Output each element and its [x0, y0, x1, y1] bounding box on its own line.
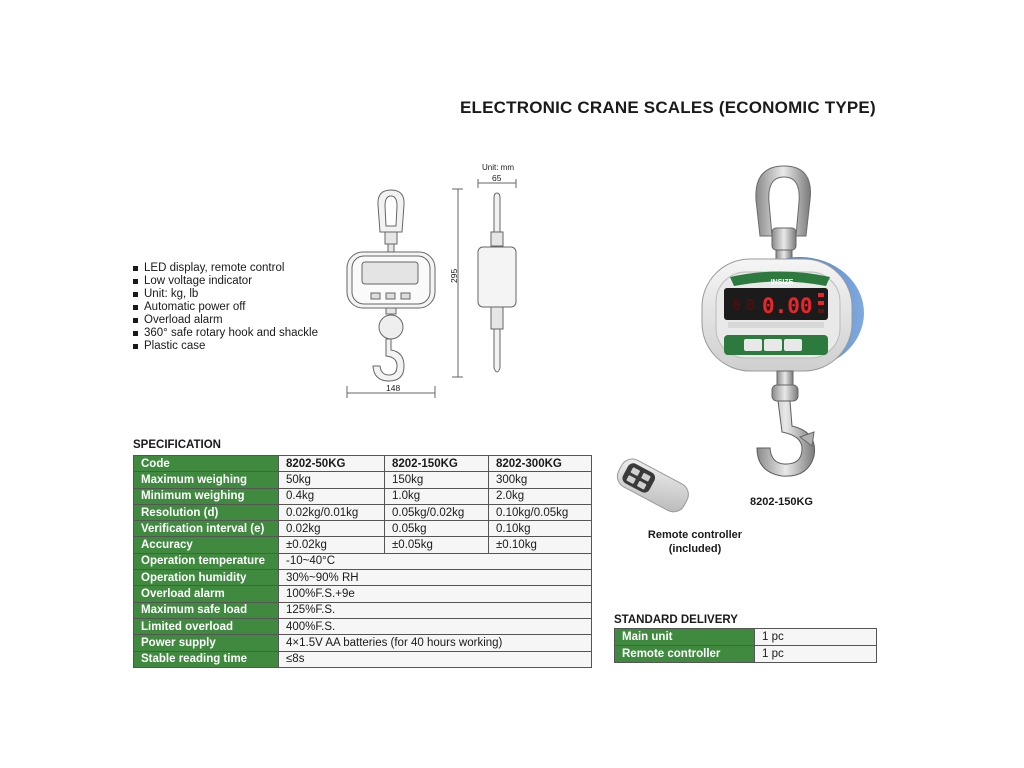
- dimension-width: 148: [386, 383, 401, 393]
- unit-label: Unit: mm: [482, 163, 514, 172]
- table-row: [134, 472, 592, 488]
- table-row: [134, 602, 592, 618]
- table-cell: 4×1.5V AA batteries (for 40 hours working): [279, 635, 592, 651]
- row-label: Limited overload: [134, 618, 279, 634]
- table-header-row: [134, 456, 592, 472]
- spec-title: SPECIFICATION: [133, 439, 221, 451]
- row-label: Stable reading time: [134, 651, 279, 667]
- table-header: 8202-50KG: [279, 456, 385, 472]
- table-header: Code: [134, 456, 279, 472]
- feature-item: Unit: kg, lb: [132, 288, 318, 301]
- table-cell: 100%F.S.+9e: [279, 586, 592, 602]
- zero-button: [744, 339, 762, 351]
- table-cell: 0.05kg: [385, 521, 489, 537]
- row-label: Resolution (d): [134, 504, 279, 520]
- off-button: [784, 339, 802, 351]
- table-cell: 125%F.S.: [279, 602, 592, 618]
- delivery-table: [614, 628, 877, 663]
- table-row: [134, 635, 592, 651]
- table-cell: 300kg: [489, 472, 592, 488]
- table-cell: 1 pc: [755, 646, 877, 663]
- table-header: 8202-300KG: [489, 456, 592, 472]
- led-digit: 8: [746, 296, 756, 314]
- dimension-height: 295: [449, 268, 459, 283]
- feature-item: LED display, remote control: [132, 262, 318, 275]
- remote-caption-line: Remote controller: [647, 529, 743, 541]
- unit-button: [764, 339, 782, 351]
- led-reading: 0.00: [762, 294, 813, 318]
- feature-item: Automatic power off: [132, 301, 318, 314]
- table-header: 8202-150KG: [385, 456, 489, 472]
- table-cell: 0.05kg/0.02kg: [385, 504, 489, 520]
- table-row: [134, 586, 592, 602]
- shackle: [756, 166, 811, 236]
- row-label: Accuracy: [134, 537, 279, 553]
- brand-logo: INSIZE: [770, 279, 794, 286]
- delivery-title: STANDARD DELIVERY: [614, 614, 738, 626]
- table-row: [134, 537, 592, 553]
- remote-controller: [613, 455, 692, 516]
- remote-caption: [610, 528, 780, 556]
- table-row: [615, 646, 877, 663]
- feature-item: Low voltage indicator: [132, 275, 318, 288]
- table-row: [134, 618, 592, 634]
- table-row: [615, 629, 877, 646]
- feature-item: Overload alarm: [132, 314, 318, 327]
- dimension-depth: 65: [492, 173, 502, 183]
- table-cell: 2.0kg: [489, 488, 592, 504]
- feature-item: 360° safe rotary hook and shackle: [132, 327, 318, 340]
- led-digit: 8: [732, 296, 742, 314]
- table-cell: ±0.05kg: [385, 537, 489, 553]
- row-label: Operation humidity: [134, 570, 279, 586]
- remote-caption-line: (included): [668, 543, 722, 555]
- feature-item: Plastic case: [132, 340, 318, 353]
- table-row: [134, 521, 592, 537]
- table-cell: ≤8s: [279, 651, 592, 667]
- page-title: ELECTRONIC CRANE SCALES (ECONOMIC TYPE): [460, 98, 876, 117]
- table-cell: ±0.10kg: [489, 537, 592, 553]
- table-cell: 1.0kg: [385, 488, 489, 504]
- table-row: [134, 570, 592, 586]
- table-cell: 0.4kg: [279, 488, 385, 504]
- table-cell: -10~40°C: [279, 553, 592, 569]
- row-label: Maximum weighing: [134, 472, 279, 488]
- table-cell: 400%F.S.: [279, 618, 592, 634]
- table-cell: 150kg: [385, 472, 489, 488]
- table-cell: 0.10kg: [489, 521, 592, 537]
- table-row: [134, 488, 592, 504]
- row-label: Power supply: [134, 635, 279, 651]
- table-cell: ±0.02kg: [279, 537, 385, 553]
- product-caption: 8202-150KG: [750, 496, 813, 508]
- row-label: Verification interval (e): [134, 521, 279, 537]
- row-label: Main unit: [615, 629, 755, 646]
- row-label: Minimum weighing: [134, 488, 279, 504]
- row-label: Overload alarm: [134, 586, 279, 602]
- table-row: [134, 504, 592, 520]
- row-label: Remote controller: [615, 646, 755, 663]
- spec-table: [133, 455, 592, 668]
- row-label: Maximum safe load: [134, 602, 279, 618]
- table-cell: 50kg: [279, 472, 385, 488]
- table-row: [134, 553, 592, 569]
- table-cell: 0.02kg: [279, 521, 385, 537]
- table-cell: 1 pc: [755, 629, 877, 646]
- table-cell: 0.02kg/0.01kg: [279, 504, 385, 520]
- table-cell: 30%~90% RH: [279, 570, 592, 586]
- table-row: [134, 651, 592, 667]
- table-cell: 0.10kg/0.05kg: [489, 504, 592, 520]
- row-label: Operation temperature: [134, 553, 279, 569]
